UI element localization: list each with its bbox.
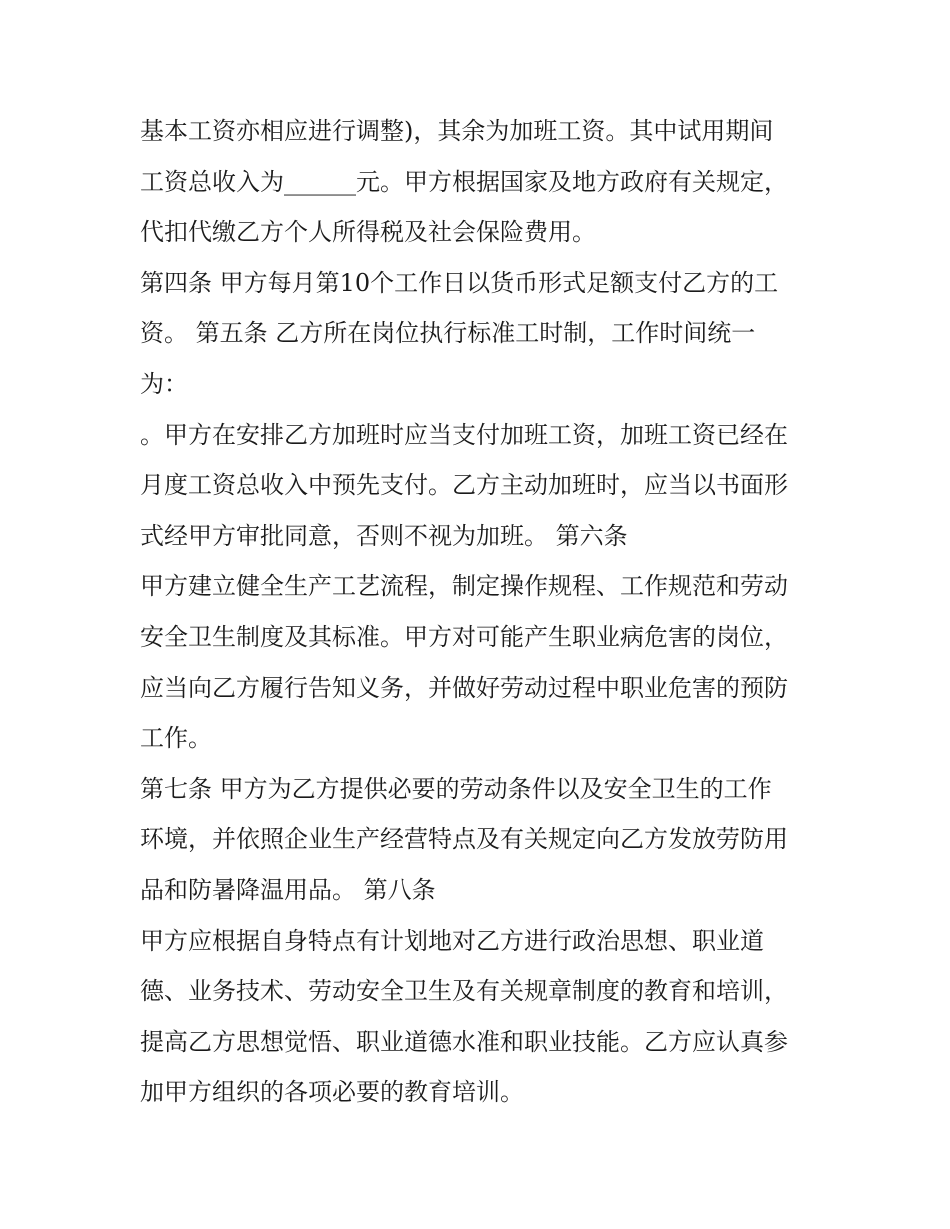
text-line: 第四条 甲方每月第10个工作日以货币形式足额支付乙方的工 [140,268,779,297]
text-line: 甲方应根据自身特点有计划地对乙方进行政治思想、职业道 [140,926,764,955]
contract-text-body [140,106,830,1118]
text-line: 品和防暑降温用品。 第八条 [140,875,436,904]
text-line: 环境，并依照企业生产经营特点及有关规定向乙方发放劳防用 [140,825,788,854]
text-line: 德、业务技术、劳动安全卫生及有关规章制度的教育和培训， [140,977,788,1006]
text-line: 式经甲方审批同意，否则不视为加班。 第六条 [140,521,628,550]
text-line: 月度工资总收入中预先支付。乙方主动加班时，应当以书面形 [140,471,788,500]
text-line: 提高乙方思想觉悟、职业道德水准和职业技能。乙方应认真参 [140,1027,788,1056]
text-line: 。甲方在安排乙方加班时应当支付加班工资，加班工资已经在 [140,420,788,449]
text-line: 安全卫生制度及其标准。甲方对可能产生职业病危害的岗位， [140,622,788,651]
text-line: 加甲方组织的各项必要的教育培训。 [140,1078,524,1107]
text-line: 应当向乙方履行告知义务，并做好劳动过程中职业危害的预防 [140,673,788,702]
text-line: 工资总收入为______元。甲方根据国家及地方政府有关规定， [140,167,788,196]
text-line: 基本工资亦相应进行调整)，其余为加班工资。其中试用期间 [140,117,774,145]
text-line: 代扣代缴乙方个人所得税及社会保险费用。 [140,218,596,247]
text-line: 第七条 甲方为乙方提供必要的劳动条件以及安全卫生的工作 [140,774,772,803]
text-line: 为： [140,369,188,398]
text-line: 甲方建立健全生产工艺流程，制定操作规程、工作规范和劳动 [140,572,788,601]
text-line: 工作。 [140,724,212,753]
text-line: 资。 第五条 乙方所在岗位执行标准工时制，工作时间统一 [140,319,756,348]
